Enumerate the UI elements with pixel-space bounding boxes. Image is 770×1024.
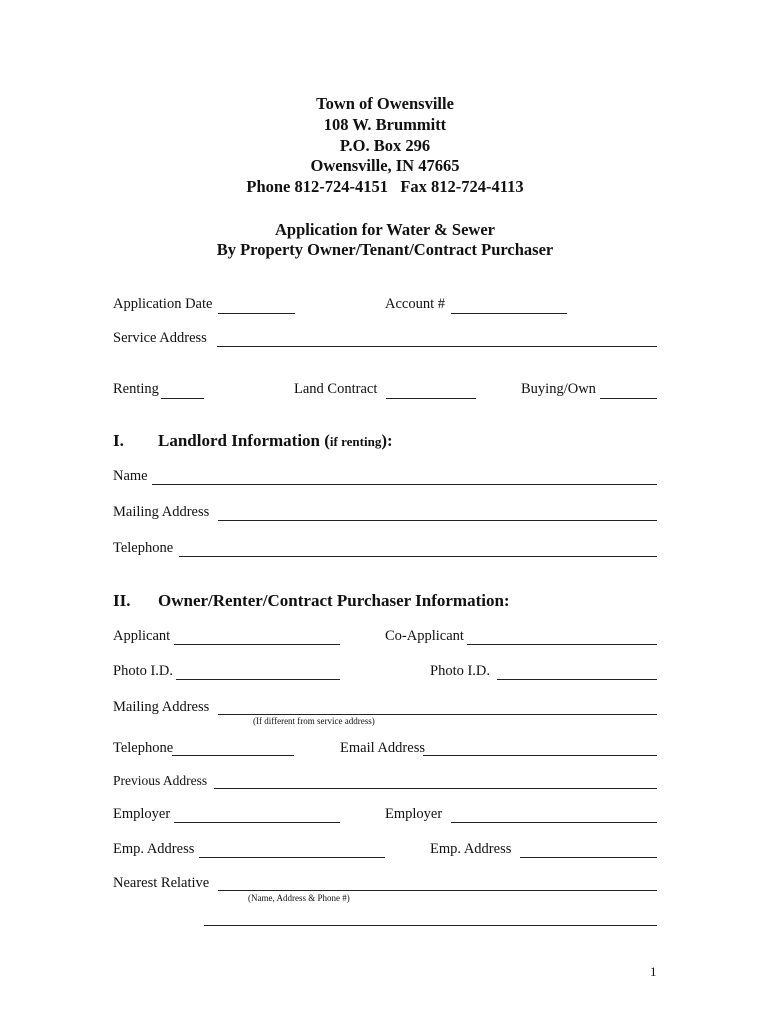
nearest-relative-field[interactable] <box>218 890 657 891</box>
service-address-label: Service Address <box>113 330 207 346</box>
service-address-field[interactable] <box>217 346 657 347</box>
photo-id-1-field[interactable] <box>176 679 340 680</box>
application-date-field[interactable] <box>218 313 295 314</box>
form-subtitle: By Property Owner/Tenant/Contract Purchaser <box>216 240 554 259</box>
applicant-label: Applicant <box>113 628 171 644</box>
co-applicant-field[interactable] <box>467 644 657 645</box>
employer-1-field[interactable] <box>174 822 340 823</box>
renting-field[interactable] <box>161 398 204 399</box>
account-field[interactable] <box>451 313 567 314</box>
section-1-number: I. <box>113 431 124 450</box>
application-date-label: Application Date <box>113 296 213 312</box>
nearest-relative-note: (Name, Address & Phone #) <box>248 893 350 903</box>
nearest-relative-field-line-2[interactable] <box>204 925 657 926</box>
emp-address-2-field[interactable] <box>520 857 657 858</box>
page-number: 1 <box>650 964 657 979</box>
landlord-telephone-field[interactable] <box>179 556 657 557</box>
renting-label: Renting <box>113 381 159 397</box>
previous-address-field[interactable] <box>214 788 657 789</box>
photo-id-2-field[interactable] <box>497 679 657 680</box>
co-applicant-label: Co-Applicant <box>385 628 464 644</box>
org-city: Owensville, IN 47665 <box>310 156 460 175</box>
land-contract-field[interactable] <box>386 398 476 399</box>
landlord-telephone-label: Telephone <box>113 540 174 556</box>
buying-own-label: Buying/Own <box>521 381 596 397</box>
section-1-qualifier-close: ): <box>381 431 393 450</box>
applicant-field[interactable] <box>174 644 340 645</box>
org-street: 108 W. Brummitt <box>323 115 447 134</box>
form-title: Application for Water & Sewer <box>275 220 495 239</box>
landlord-mailing-address-field[interactable] <box>218 520 657 521</box>
mailing-address-note: (If different from service address) <box>253 716 375 726</box>
section-2-number: II. <box>113 591 131 610</box>
telephone-label: Telephone <box>113 740 174 756</box>
org-contact: Phone 812-724-4151 Fax 812-724-4113 <box>246 177 524 196</box>
section-1-title <box>158 432 393 449</box>
emp-address-1-label: Emp. Address <box>113 841 195 857</box>
photo-id-2-label: Photo I.D. <box>430 663 491 679</box>
org-name: Town of Owensville <box>316 94 454 113</box>
photo-id-1-label: Photo I.D. <box>113 663 174 679</box>
emp-address-1-field[interactable] <box>199 857 385 858</box>
section-1-qualifier-open: ( <box>324 431 330 450</box>
nearest-relative-label: Nearest Relative <box>113 875 210 891</box>
employer-1-label: Employer <box>113 806 171 822</box>
mailing-address-field[interactable] <box>218 714 657 715</box>
landlord-name-label: Name <box>113 468 148 484</box>
landlord-mailing-address-label: Mailing Address <box>113 504 210 520</box>
section-2-title: Owner/Renter/Contract Purchaser Information: <box>158 591 510 610</box>
previous-address-label: Previous Address <box>113 773 208 788</box>
section-1-title-text: Landlord Information <box>158 431 320 450</box>
section-1-qualifier: if renting <box>329 434 382 449</box>
email-address-field[interactable] <box>423 755 657 756</box>
mailing-address-label: Mailing Address <box>113 699 210 715</box>
org-po-box: P.O. Box 296 <box>339 136 431 155</box>
employer-2-label: Employer <box>385 806 443 822</box>
buying-own-field[interactable] <box>600 398 657 399</box>
employer-2-field[interactable] <box>451 822 657 823</box>
land-contract-label: Land Contract <box>294 381 378 397</box>
telephone-field[interactable] <box>172 755 294 756</box>
email-address-label: Email Address <box>340 740 425 756</box>
landlord-name-field[interactable] <box>152 484 657 485</box>
emp-address-2-label: Emp. Address <box>430 841 512 857</box>
account-label: Account # <box>385 296 445 312</box>
